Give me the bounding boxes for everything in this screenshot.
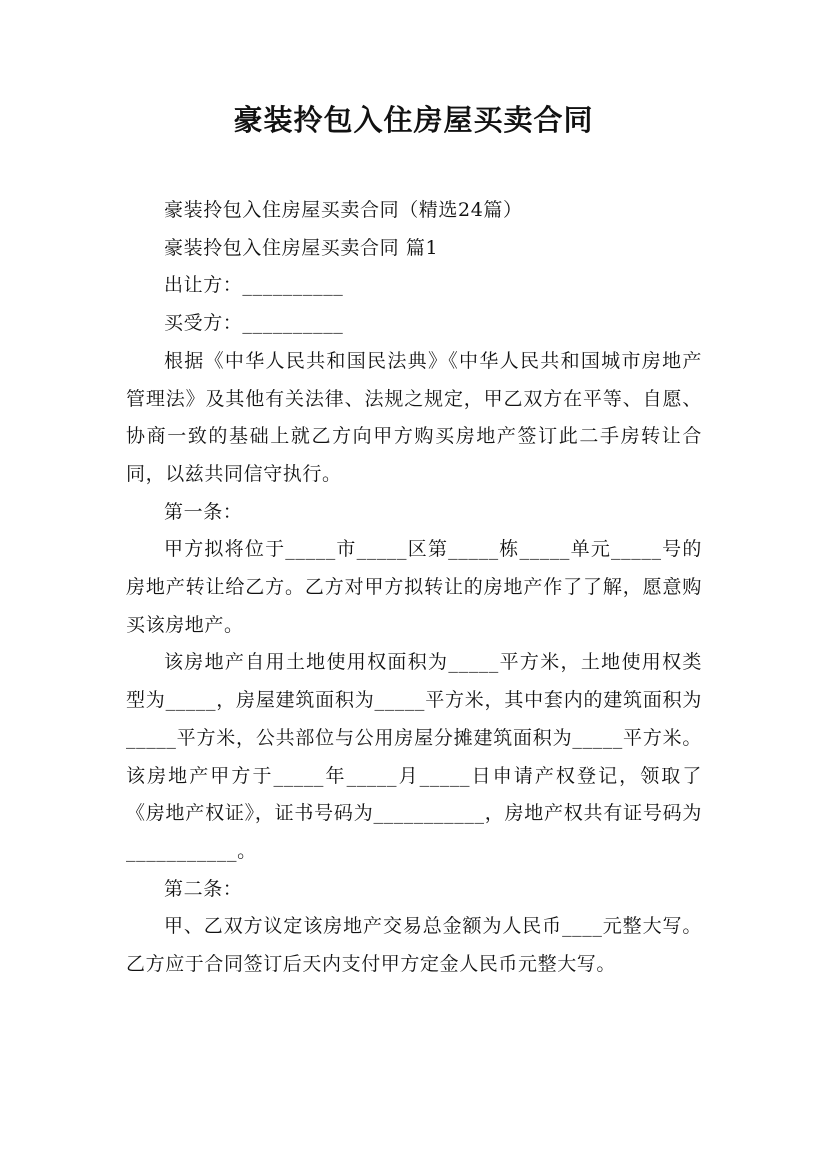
- section-heading: 豪装拎包入住房屋买卖合同 篇1: [164, 236, 439, 259]
- document-body: [126, 192, 702, 984]
- contract-subtitle: 豪装拎包入住房屋买卖合同（精选24篇）: [164, 199, 523, 221]
- article-two-paragraph: 甲、乙双方议定该房地产交易总金额为人民币____元整大写。乙方应于合同签订后天内支付甲方定金人民币元整大写。: [126, 915, 702, 976]
- article-one-paragraph-2: 该房地产自用土地使用权面积为_____平方米，土地使用权类型为_____，房屋建筑面积为_____平方米，其中套内的建筑面积为_____平方米，公共部位与公用房屋分摊建筑面积为_____平方米。该房地产甲方于_____年_____月_____日申请产权登记，领取了《房地产权证》，证书号码为___________，房地产权共有证号码为___________。: [126, 651, 702, 862]
- preamble-paragraph: 根据《中华人民共和国民法典》《中华人民共和国城市房地产管理法》及其他有关法律、法规之规定，甲乙双方在平等、自愿、协商一致的基础上就乙方向甲方购买房地产签订此二手房转让合同，以兹共同信守执行。: [126, 349, 702, 485]
- document-title: 豪装拎包入住房屋买卖合同: [233, 103, 594, 137]
- article-one-paragraph-1: 甲方拟将位于_____市_____区第_____栋_____单元_____号的房地产转让给乙方。乙方对甲方拟转让的房地产作了了解，愿意购买该房地产。: [126, 538, 702, 636]
- buyer-line: 买受方：__________: [164, 312, 344, 335]
- article-two-heading: 第二条：: [164, 877, 243, 900]
- article-one-heading: 第一条：: [164, 500, 243, 523]
- seller-line: 出让方：__________: [164, 274, 344, 297]
